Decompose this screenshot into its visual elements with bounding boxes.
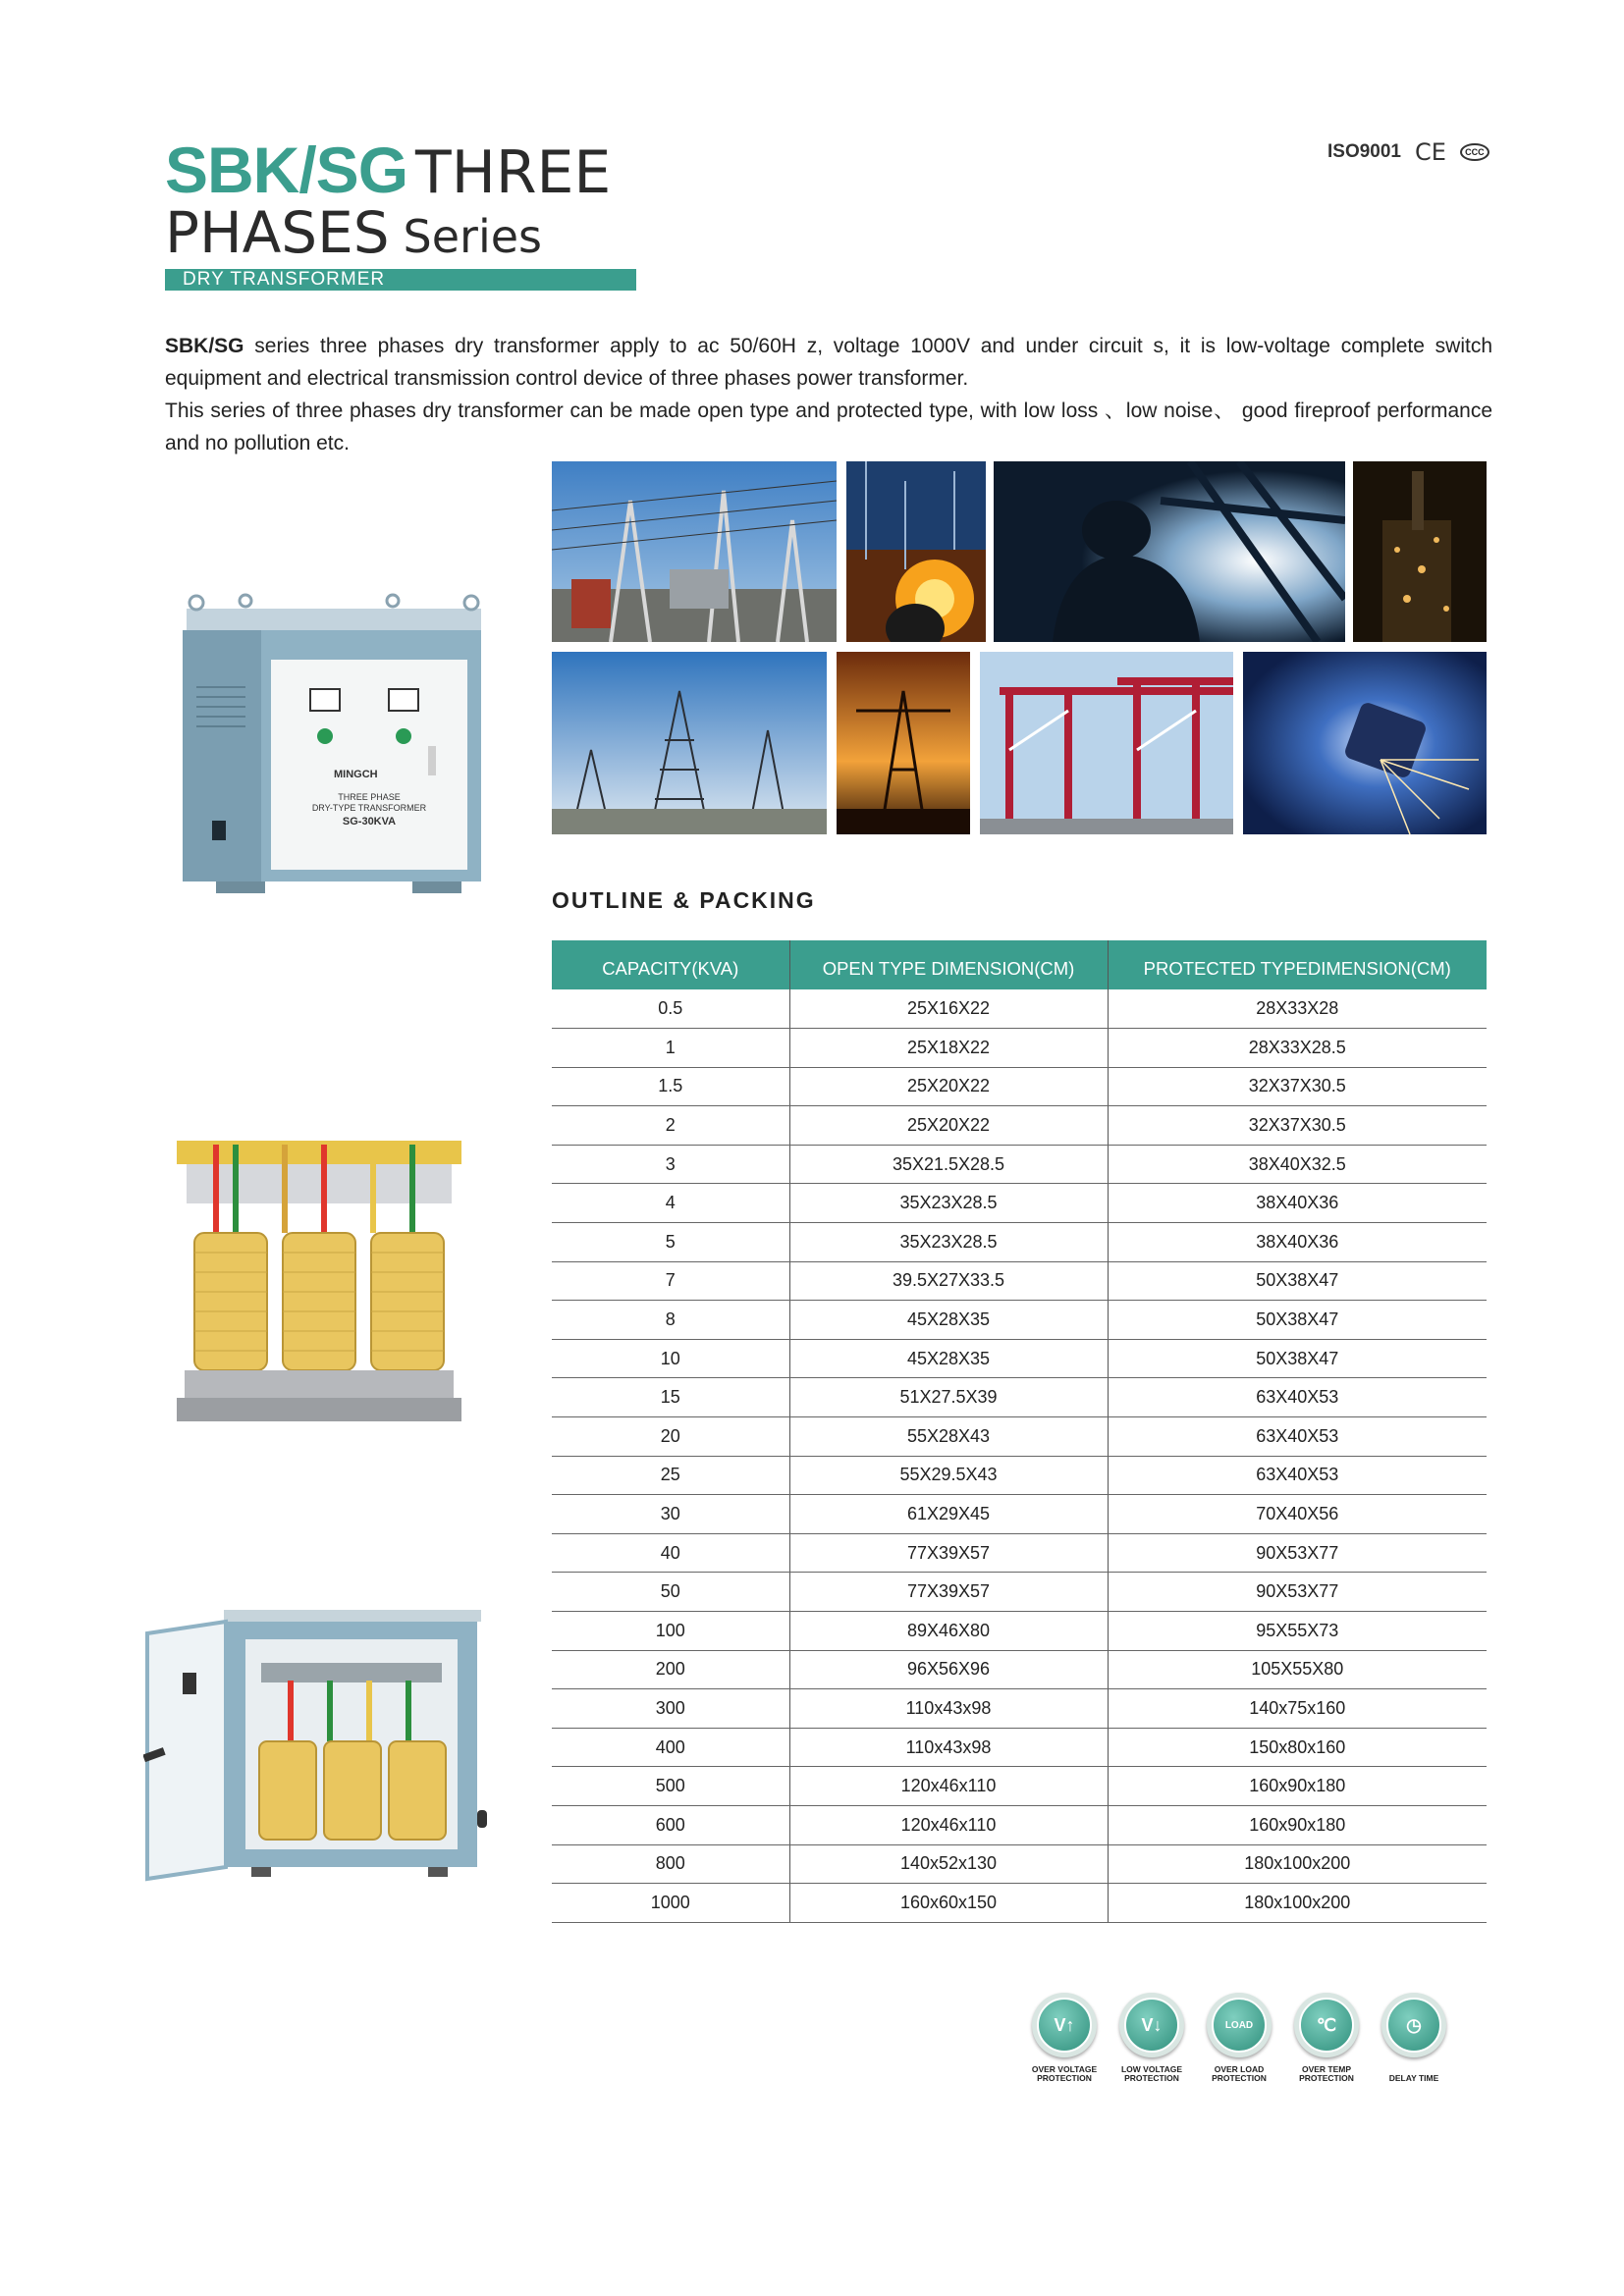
cell-protected-type-dimension: 50X38X47 [1108, 1339, 1487, 1378]
table-row [552, 1339, 1487, 1378]
protection-label-line2: DELAY TIME [1388, 2073, 1439, 2083]
cell-protected-type-dimension: 50X38X47 [1108, 1301, 1487, 1340]
protection-label [1200, 2065, 1278, 2083]
cell-protected-type-dimension: 28X33X28.5 [1108, 1029, 1487, 1068]
cell-open-type-dimension: 45X28X35 [789, 1301, 1108, 1340]
table-row [552, 1145, 1487, 1184]
outline-packing-table [552, 940, 1487, 1923]
table-row [552, 1378, 1487, 1417]
cell-capacity: 100 [552, 1612, 789, 1651]
column-header-capacity: CAPACITY(KVA) [552, 940, 789, 989]
cell-capacity: 1.5 [552, 1067, 789, 1106]
cell-open-type-dimension: 35X21.5X28.5 [789, 1145, 1108, 1184]
over-voltage-icon [1032, 1993, 1097, 2057]
cell-open-type-dimension: 25X18X22 [789, 1029, 1108, 1068]
cell-capacity: 3 [552, 1145, 789, 1184]
protection-feature [1200, 1993, 1278, 2083]
cell-protected-type-dimension: 90X53X77 [1108, 1533, 1487, 1573]
worker-silhouette-photo [994, 461, 1345, 642]
table-row [552, 1728, 1487, 1767]
protection-feature [1287, 1993, 1366, 2083]
cell-open-type-dimension: 77X39X57 [789, 1533, 1108, 1573]
cell-capacity: 8 [552, 1301, 789, 1340]
cell-open-type-dimension: 45X28X35 [789, 1339, 1108, 1378]
protection-label-line1: OVER TEMP [1301, 2064, 1352, 2074]
protection-icon-glyph: ◷ [1386, 1998, 1441, 2053]
cell-open-type-dimension: 61X29X45 [789, 1495, 1108, 1534]
table-row [552, 1301, 1487, 1340]
port-cranes-photo [980, 652, 1233, 834]
cell-open-type-dimension: 120x46x110 [789, 1767, 1108, 1806]
table-row [552, 1884, 1487, 1923]
table-row [552, 1612, 1487, 1651]
protection-label-line2: PROTECTION [1299, 2073, 1354, 2083]
cell-open-type-dimension: 110x43x98 [789, 1728, 1108, 1767]
delay-time-icon [1381, 1993, 1446, 2057]
cell-protected-type-dimension: 32X37X30.5 [1108, 1067, 1487, 1106]
cell-open-type-dimension: 96X56X96 [789, 1650, 1108, 1689]
protected-type-transformer-image [177, 589, 491, 923]
table-row [552, 1184, 1487, 1223]
table-row [552, 1223, 1487, 1262]
cell-open-type-dimension: 120x46x110 [789, 1805, 1108, 1844]
page-title-line2 [165, 199, 543, 266]
cell-open-type-dimension: 35X23X28.5 [789, 1184, 1108, 1223]
table-row [552, 1106, 1487, 1146]
column-header-protected-type: PROTECTED TYPEDIMENSION(CM) [1108, 940, 1487, 989]
cell-capacity: 1 [552, 1029, 789, 1068]
cell-protected-type-dimension: 160x90x180 [1108, 1767, 1487, 1806]
protection-icon-glyph: LOAD [1212, 1998, 1267, 2053]
description-p1-text: series three phases dry transformer apply to ac 50/60H z, voltage 1000V and under circuit s, it is low-voltage complete switch equipment and electrical transmission control device of three phases power transformer. [165, 335, 1492, 390]
substation-photo [552, 461, 837, 642]
table-row [552, 1805, 1487, 1844]
protection-feature [1375, 1993, 1453, 2083]
page-title [165, 133, 612, 207]
cell-protected-type-dimension: 95X55X73 [1108, 1612, 1487, 1651]
table-row [552, 1417, 1487, 1457]
product-model-label: SG-30KVA [342, 816, 397, 828]
cell-protected-type-dimension: 90X53X77 [1108, 1573, 1487, 1612]
protection-label-line2: PROTECTION [1037, 2073, 1092, 2083]
table-row [552, 1767, 1487, 1806]
cell-protected-type-dimension: 105X55X80 [1108, 1650, 1487, 1689]
protection-feature [1112, 1993, 1191, 2083]
cell-capacity: 200 [552, 1650, 789, 1689]
cell-capacity: 25 [552, 1456, 789, 1495]
cell-protected-type-dimension: 180x100x200 [1108, 1884, 1487, 1923]
cell-capacity: 300 [552, 1689, 789, 1729]
cell-open-type-dimension: 35X23X28.5 [789, 1223, 1108, 1262]
cell-open-type-dimension: 55X29.5X43 [789, 1456, 1108, 1495]
cell-capacity: 50 [552, 1573, 789, 1612]
table-row [552, 1261, 1487, 1301]
certification-logos [1327, 137, 1514, 167]
table-row [552, 1844, 1487, 1884]
cell-protected-type-dimension: 38X40X36 [1108, 1223, 1487, 1262]
cell-capacity: 30 [552, 1495, 789, 1534]
product-label-line2: DRY-TYPE TRANSFORMER [311, 803, 427, 813]
protection-icon-glyph: V↓ [1124, 1998, 1179, 2053]
cell-open-type-dimension: 140x52x130 [789, 1844, 1108, 1884]
ccc-mark-icon: CCC [1460, 143, 1489, 161]
open-type-transformer-image [177, 1135, 461, 1429]
cell-open-type-dimension: 110x43x98 [789, 1689, 1108, 1729]
cell-capacity: 400 [552, 1728, 789, 1767]
subtitle-bar: DRY TRANSFORMER [165, 269, 636, 291]
table-row [552, 1456, 1487, 1495]
cell-open-type-dimension: 51X27.5X39 [789, 1378, 1108, 1417]
cell-protected-type-dimension: 180x100x200 [1108, 1844, 1487, 1884]
pylon-sunset-photo [837, 652, 970, 834]
description-brand: SBK/SG [165, 335, 244, 357]
cell-protected-type-dimension: 70X40X56 [1108, 1495, 1487, 1534]
column-header-open-type: OPEN TYPE DIMENSION(CM) [789, 940, 1108, 989]
table-row [552, 989, 1487, 1029]
protection-label-line1: OVER VOLTAGE [1031, 2064, 1098, 2074]
cell-protected-type-dimension: 150x80x160 [1108, 1728, 1487, 1767]
table-header-row [552, 940, 1487, 989]
table-body [552, 989, 1487, 1922]
cell-capacity: 4 [552, 1184, 789, 1223]
welder-photo [1243, 652, 1487, 834]
protection-label [1287, 2065, 1366, 2083]
cell-capacity: 40 [552, 1533, 789, 1573]
cell-capacity: 0.5 [552, 989, 789, 1029]
over-temp-icon [1294, 1993, 1359, 2057]
title-series: Series [403, 210, 543, 263]
cell-protected-type-dimension: 38X40X36 [1108, 1184, 1487, 1223]
cell-protected-type-dimension: 63X40X53 [1108, 1456, 1487, 1495]
protection-label [1375, 2065, 1453, 2083]
table-row [552, 1029, 1487, 1068]
industrial-fire-photo [846, 461, 986, 642]
product-label-line1: THREE PHASE [338, 792, 401, 802]
cell-capacity: 600 [552, 1805, 789, 1844]
protection-label-line2: PROTECTION [1124, 2073, 1179, 2083]
transmission-tower-photo [552, 652, 827, 834]
protection-label-line1: LOW VOLTAGE [1120, 2064, 1182, 2074]
cell-open-type-dimension: 25X20X22 [789, 1106, 1108, 1146]
protection-icon-glyph: ℃ [1299, 1998, 1354, 2053]
cell-capacity: 800 [552, 1844, 789, 1884]
cell-protected-type-dimension: 38X40X32.5 [1108, 1145, 1487, 1184]
protection-label [1025, 2065, 1104, 2083]
description-paragraph-2: This series of three phases dry transformer can be made open type and protected type, with low loss 、low noise、 good fireproof performance and no pollution etc. [165, 400, 1492, 454]
cell-capacity: 20 [552, 1417, 789, 1457]
description-paragraph-1 [165, 330, 1492, 395]
table-row [552, 1067, 1487, 1106]
cell-protected-type-dimension: 160x90x180 [1108, 1805, 1487, 1844]
cell-capacity: 500 [552, 1767, 789, 1806]
title-phases: PHASES [165, 199, 390, 266]
cell-capacity: 1000 [552, 1884, 789, 1923]
cell-open-type-dimension: 160x60x150 [789, 1884, 1108, 1923]
iso-certification: ISO9001 [1327, 141, 1401, 162]
protection-label [1112, 2065, 1191, 2083]
cell-capacity: 5 [552, 1223, 789, 1262]
cell-open-type-dimension: 77X39X57 [789, 1573, 1108, 1612]
cell-protected-type-dimension: 28X33X28 [1108, 989, 1487, 1029]
table-row [552, 1495, 1487, 1534]
cell-protected-type-dimension: 140x75x160 [1108, 1689, 1487, 1729]
cell-open-type-dimension: 39.5X27X33.5 [789, 1261, 1108, 1301]
table-row [552, 1689, 1487, 1729]
cell-open-type-dimension: 25X16X22 [789, 989, 1108, 1029]
outline-packing-title: OUTLINE & PACKING [552, 887, 816, 913]
cell-open-type-dimension: 25X20X22 [789, 1067, 1108, 1106]
protection-icon-glyph: V↑ [1037, 1998, 1092, 2053]
protection-feature [1025, 1993, 1104, 2083]
table-row [552, 1533, 1487, 1573]
cabinet-open-door-image [143, 1604, 516, 1898]
product-brand-label: MINGCH [334, 769, 378, 780]
cell-capacity: 2 [552, 1106, 789, 1146]
cell-protected-type-dimension: 32X37X30.5 [1108, 1106, 1487, 1146]
ce-mark-icon: CE [1415, 138, 1446, 166]
cell-protected-type-dimension: 63X40X53 [1108, 1378, 1487, 1417]
cell-capacity: 15 [552, 1378, 789, 1417]
power-plant-night-photo [1353, 461, 1487, 642]
over-load-icon [1207, 1993, 1272, 2057]
cell-open-type-dimension: 55X28X43 [789, 1417, 1108, 1457]
cell-capacity: 7 [552, 1261, 789, 1301]
low-voltage-icon [1119, 1993, 1184, 2057]
table-row [552, 1573, 1487, 1612]
cell-open-type-dimension: 89X46X80 [789, 1612, 1108, 1651]
protection-label-line2: PROTECTION [1212, 2073, 1267, 2083]
cell-capacity: 10 [552, 1339, 789, 1378]
cell-protected-type-dimension: 50X38X47 [1108, 1261, 1487, 1301]
description [165, 330, 1492, 459]
table-row [552, 1650, 1487, 1689]
title-model: SBK/SG [165, 133, 408, 206]
title-three: THREE [415, 138, 612, 207]
cell-protected-type-dimension: 63X40X53 [1108, 1417, 1487, 1457]
protection-label-line1: OVER LOAD [1214, 2064, 1265, 2074]
